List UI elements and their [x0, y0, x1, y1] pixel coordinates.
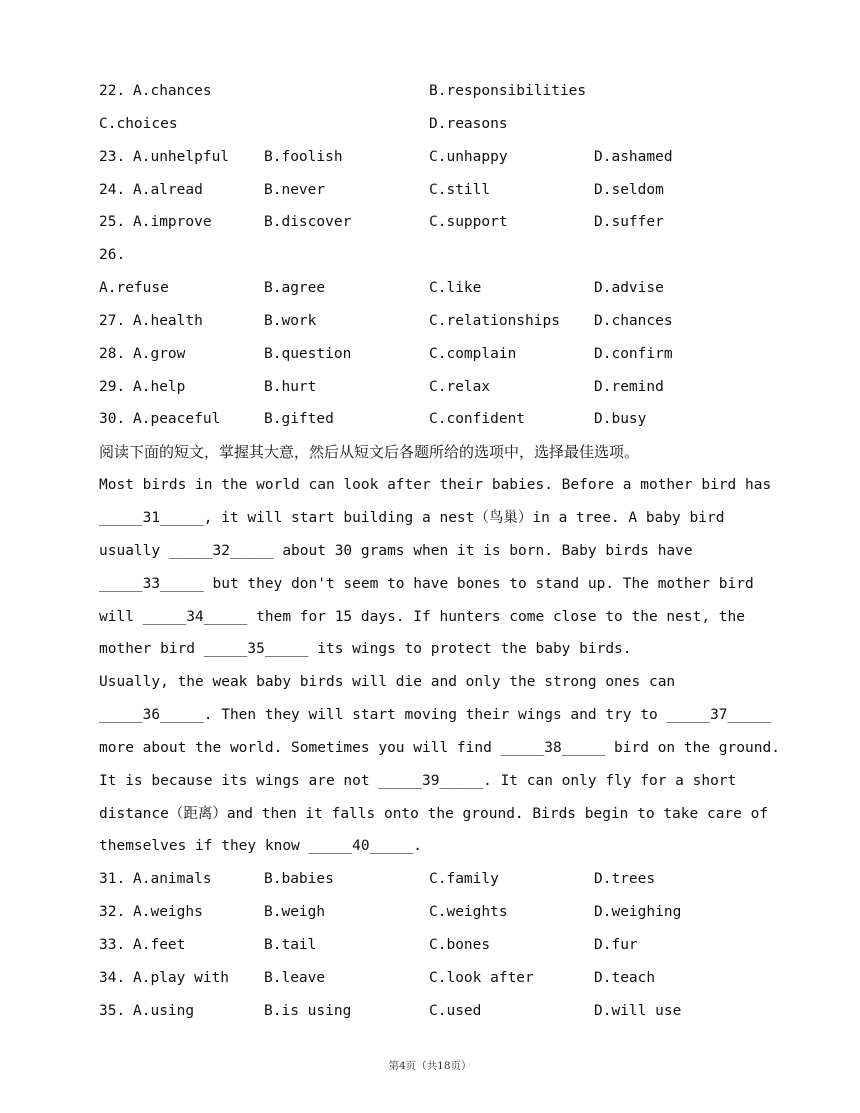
option-c — [429, 174, 490, 207]
option-text: A.using — [133, 1002, 195, 1019]
question-number: 30. — [99, 411, 126, 428]
option-text: D.teach — [594, 969, 656, 986]
option-a — [99, 174, 203, 207]
passage-line: _____36_____. Then they will start moving their wings and try to _____37_____ — [99, 707, 772, 724]
option-text: C.relax — [429, 378, 491, 395]
option-text: A.peaceful — [133, 411, 221, 428]
option-a — [99, 338, 185, 371]
passage-line: will _____34_____ them for 15 days. If hunters come close to the nest, the — [99, 608, 746, 625]
option-text: D.weighing — [594, 904, 682, 921]
option-b — [264, 995, 351, 1028]
option-b — [264, 174, 325, 207]
option-text: A.chances — [133, 83, 212, 99]
option-d — [594, 995, 681, 1028]
passage-line: _____31_____, it will start building a nest（鸟巢）in a tree. A baby bird — [99, 509, 725, 526]
question-number: 26. — [99, 247, 126, 264]
question-row — [99, 305, 779, 338]
question-row — [99, 403, 779, 436]
option-c — [429, 896, 508, 929]
option-b — [264, 371, 316, 404]
option-c — [429, 338, 516, 371]
question-row — [99, 338, 779, 371]
question-row — [99, 371, 779, 404]
option-a — [99, 929, 185, 962]
option-c — [429, 863, 499, 896]
question-block-22 — [99, 75, 779, 141]
question-number: 27. — [99, 312, 126, 329]
option-text: C.relationships — [429, 312, 560, 329]
option-d: D.advise — [594, 280, 664, 297]
option-text: C.choices — [99, 115, 178, 132]
option-text: A.feet — [133, 936, 186, 953]
option-a — [99, 896, 203, 929]
option-text: B.foolish — [264, 148, 343, 165]
option-b — [264, 929, 316, 962]
option-text: A.weighs — [133, 904, 203, 921]
option-text: C.bones — [429, 936, 491, 953]
question-row — [99, 206, 779, 239]
question-row — [99, 174, 779, 207]
option-text: B.work — [264, 312, 317, 329]
option-a — [99, 206, 212, 239]
question-row — [99, 75, 779, 108]
option-text: C.look after — [429, 969, 534, 986]
option-text: D.trees — [594, 871, 656, 888]
option-d — [594, 141, 673, 174]
option-text: D.suffer — [594, 214, 664, 231]
option-text: B.tail — [264, 936, 317, 953]
page-content — [99, 75, 779, 1027]
question-row — [99, 108, 779, 141]
option-text: B.hurt — [264, 378, 317, 395]
question-block-23-25 — [99, 141, 779, 240]
question-row — [99, 962, 779, 995]
option-a — [99, 305, 203, 338]
question-number: 35. — [99, 1002, 126, 1019]
option-text: A.grow — [133, 345, 186, 362]
passage-line: themselves if they know _____40_____. — [99, 838, 423, 855]
option-text: D.ashamed — [594, 148, 673, 165]
option-text: B.responsibilities — [429, 83, 587, 99]
option-text: C.support — [429, 214, 508, 231]
question-number: 23. — [99, 148, 126, 165]
question-26-options-row — [99, 272, 779, 305]
option-text: A.play with — [133, 969, 230, 986]
option-text: B.question — [264, 345, 352, 362]
question-row — [99, 141, 779, 174]
option-text: B.babies — [264, 871, 334, 888]
option-c — [429, 108, 508, 141]
option-text: C.complain — [429, 345, 517, 362]
option-b — [264, 338, 351, 371]
option-c — [429, 75, 586, 108]
option-text: D.confirm — [594, 345, 673, 362]
option-a — [99, 108, 178, 141]
option-b — [264, 305, 316, 338]
option-text: C.used — [429, 1002, 482, 1019]
option-a — [99, 141, 229, 174]
option-text: C.still — [429, 181, 491, 198]
option-text: A.animals — [133, 871, 212, 888]
option-text: D.will use — [594, 1002, 682, 1019]
passage-line: distance（距离）and then it falls onto the ground. Birds begin to take care of — [99, 805, 769, 822]
option-a: A.refuse — [99, 280, 169, 297]
option-text: D.reasons — [429, 115, 508, 132]
option-text: C.confident — [429, 411, 526, 428]
reading-passage — [99, 469, 779, 863]
option-a — [99, 962, 229, 995]
question-row — [99, 995, 779, 1028]
option-d — [594, 962, 655, 995]
option-b — [264, 206, 351, 239]
option-text: D.chances — [594, 312, 673, 329]
option-text: A.alread — [133, 181, 203, 198]
question-row — [99, 929, 779, 962]
option-text: A.improve — [133, 214, 212, 231]
option-d — [594, 305, 673, 338]
question-number: 24. — [99, 181, 126, 198]
passage-line: It is because its wings are not _____39_____. It can only fly for a short — [99, 772, 737, 789]
page-footer: 第4页（共18页） — [388, 1060, 472, 1072]
option-a — [99, 403, 220, 436]
option-b — [264, 403, 334, 436]
option-d — [594, 338, 673, 371]
option-d — [594, 863, 655, 896]
option-a — [99, 995, 194, 1028]
question-number: 34. — [99, 969, 126, 986]
option-c — [429, 206, 508, 239]
option-b: B.agree — [264, 280, 326, 297]
option-text: D.seldom — [594, 181, 664, 198]
option-text: A.unhelpful — [133, 148, 230, 165]
option-d — [594, 206, 664, 239]
option-c — [429, 371, 490, 404]
option-text: B.gifted — [264, 411, 334, 428]
option-d — [594, 174, 664, 207]
option-b — [264, 863, 334, 896]
option-c — [429, 403, 525, 436]
question-number: 32. — [99, 904, 126, 921]
option-text: B.leave — [264, 969, 326, 986]
option-c: C.like — [429, 280, 482, 297]
option-text: B.weigh — [264, 904, 326, 921]
passage-line: Most birds in the world can look after their babies. Before a mother bird has — [99, 477, 772, 494]
option-text: C.unhappy — [429, 148, 508, 165]
question-number: 33. — [99, 936, 126, 953]
option-text: C.weights — [429, 904, 508, 921]
option-a — [99, 75, 212, 108]
passage-line: _____33_____ but they don't seem to have bones to stand up. The mother bird — [99, 575, 754, 592]
question-number: 25. — [99, 214, 126, 231]
option-text: D.remind — [594, 378, 664, 395]
option-d — [594, 896, 681, 929]
option-text: D.busy — [594, 411, 647, 428]
option-text: D.fur — [594, 936, 638, 953]
option-a — [99, 863, 212, 896]
option-a — [99, 371, 185, 404]
option-text: A.health — [133, 312, 203, 329]
option-c — [429, 929, 490, 962]
option-text: B.is using — [264, 1002, 352, 1019]
option-d — [594, 403, 646, 436]
question-block-27-30 — [99, 305, 779, 436]
question-row — [99, 896, 779, 929]
question-number: 22. — [99, 83, 126, 99]
question-26-number-row — [99, 239, 779, 272]
question-row — [99, 863, 779, 896]
question-number: 31. — [99, 871, 126, 888]
option-text: B.never — [264, 181, 326, 198]
option-b — [264, 141, 343, 174]
option-c — [429, 305, 560, 338]
option-text: B.discover — [264, 214, 352, 231]
passage-line: usually _____32_____ about 30 grams when it is born. Baby birds have — [99, 542, 693, 559]
option-c — [429, 995, 481, 1028]
option-c — [429, 962, 534, 995]
passage-line: Usually, the weak baby birds will die and only the strong ones can — [99, 674, 676, 691]
option-d — [594, 371, 664, 404]
option-text: C.family — [429, 871, 499, 888]
option-d — [594, 929, 638, 962]
question-number: 29. — [99, 378, 126, 395]
option-c — [429, 141, 508, 174]
question-block-31-35 — [99, 863, 779, 1027]
passage-line: more about the world. Sometimes you will find _____38_____ bird on the ground. — [99, 739, 780, 756]
question-number: 28. — [99, 345, 126, 362]
option-b — [264, 962, 325, 995]
reading-instruction: 阅读下面的短文，掌握其大意，然后从短文后各题所给的选项中，选择最佳选项。 — [99, 443, 640, 462]
passage-line: mother bird _____35_____ its wings to protect the baby birds. — [99, 641, 632, 658]
option-text: A.help — [133, 378, 186, 395]
option-b — [264, 896, 325, 929]
